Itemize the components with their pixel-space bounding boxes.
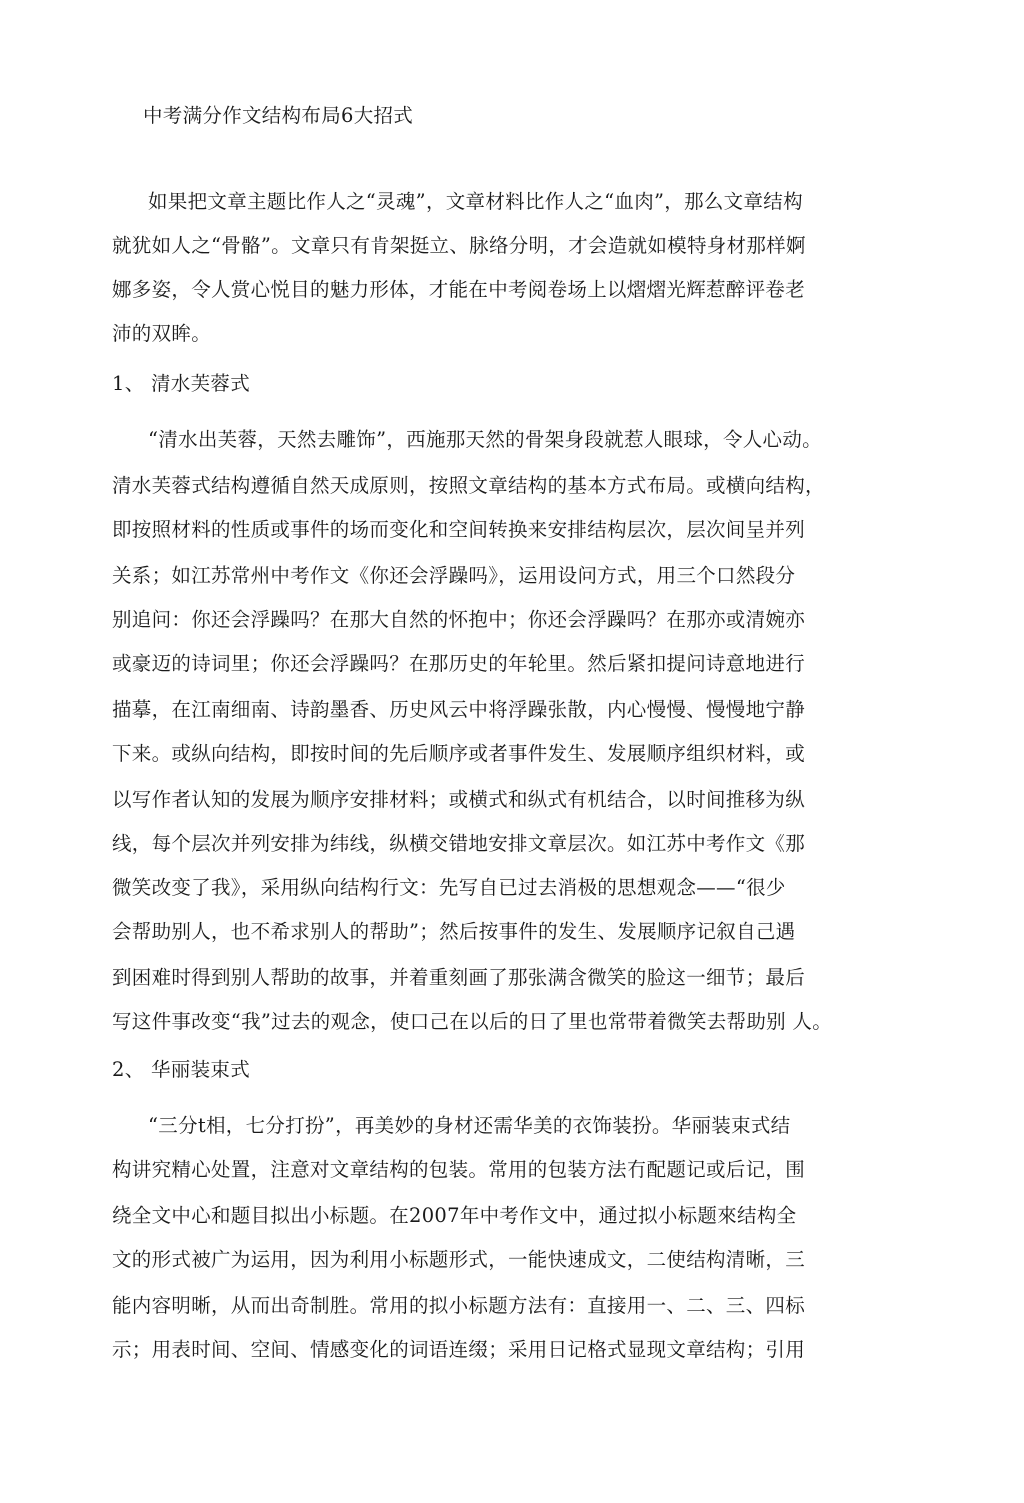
section1-line-6: 或豪迈的诗词里；你还会浮躁吗？在那历史的年轮里。然后紧扣提问诗意地进行 (112, 652, 806, 675)
section1-line-8: 下来。或纵向结构，即按时间的先后顺序或者事件发生、发展顺序组织材料，或 (112, 742, 806, 765)
intro-line-4: 沛的双眸。 (112, 322, 212, 345)
section1-line-10: 线，每个层次并列安排为纬线，纵横交错地安排文章层次。如江苏中考作文《那 (112, 832, 806, 855)
section1-line-9: 以写作者认知的发展为顺序安排材料；或横式和纵式有机结合，以时间推移为纵 (112, 788, 806, 811)
section2-line-3: 绕全文中心和题目拟出小标题。在2007年中考作文中，通过拟小标题來结构全 (112, 1204, 797, 1227)
document-title: 中考满分作文结构布局6大招式 (143, 104, 414, 127)
section-heading-2: 2、 华丽装束式 (112, 1058, 251, 1081)
section-heading-1: 1、 清水芙蓉式 (112, 372, 251, 395)
section1-line-12: 会帮助别人，也不希求别人的帮助”；然后按事件的发生、发展顺序记叙自己遇 (112, 920, 796, 943)
intro-line-3: 娜多姿，令人赏心悦目的魅力形体，才能在中考阅卷场上以熠熠光辉惹醉评卷老 (112, 278, 806, 301)
section1-line-3: 即按照材料的性质或事件的场而变化和空间转换来安排结构层次，层次间呈并列 (112, 518, 806, 541)
section2-line-2: 构讲究精心处置，注意对文章结构的包装。常用的包装方法冇配题记或后记，围 (112, 1158, 806, 1181)
section1-line-14: 写这件事改变“我”过去的观念，使口己在以后的日了里也常带着微笑去帮助别 人。 (112, 1010, 833, 1033)
section1-line-11: 微笑改变了我》，采用纵向结构行文：先写自已过去消极的思想观念——“很少 (112, 876, 786, 899)
section2-line-4: 文的形式被广为运用，因为利用小标题形式，一能快速成文，二使结构清晰，三 (112, 1248, 806, 1271)
section1-line-7: 描摹，在江南细南、诗韵墨香、历史风云中将浮躁张散，内心慢慢、慢慢地宁静 (112, 698, 806, 721)
section1-line-2: 清水芙蓉式结构遵循自然天成原则，按照文章结构的基本方式布局。或横向结构， (112, 474, 825, 497)
section2-line-5: 能内容明晰，从而出奇制胜。常用的拟小标题方法有：直接用一、二、三、四标 (112, 1294, 806, 1317)
section1-line-13: 到困难时得到别人帮助的故事，并着重刻画了那张满含微笑的脸这一细节；最后 (112, 966, 806, 989)
section2-line-1: “三分t相，七分打扮”，再美妙的身材还需华美的衣饰装扮。华丽装束式结 (148, 1114, 791, 1137)
intro-line-2: 就犹如人之“骨骼”。文章只有肯架挺立、脉络分明，才会造就如模特身材那样婀 (112, 234, 806, 257)
intro-line-1: 如果把文章主题比作人之“灵魂”，文章材料比作人之“血肉”，那么文章结构 (148, 190, 803, 213)
section2-line-6: 示；用表时间、空间、情感变化的词语连缀；采用日记格式显现文章结构；引用 (112, 1338, 806, 1361)
section1-line-1: “清水出芙蓉，天然去雕饰”，西施那天然的骨架身段就惹人眼球，令人心动。 (148, 428, 822, 451)
section1-line-5: 别追问：你还会浮躁吗？在那大自然的怀抱中；你还会浮躁吗？在那亦或清婉亦 (112, 608, 806, 631)
section1-line-4: 关系；如江苏常州中考作文《你还会浮躁吗》，运用设问方式，用三个口然段分 (112, 564, 796, 587)
